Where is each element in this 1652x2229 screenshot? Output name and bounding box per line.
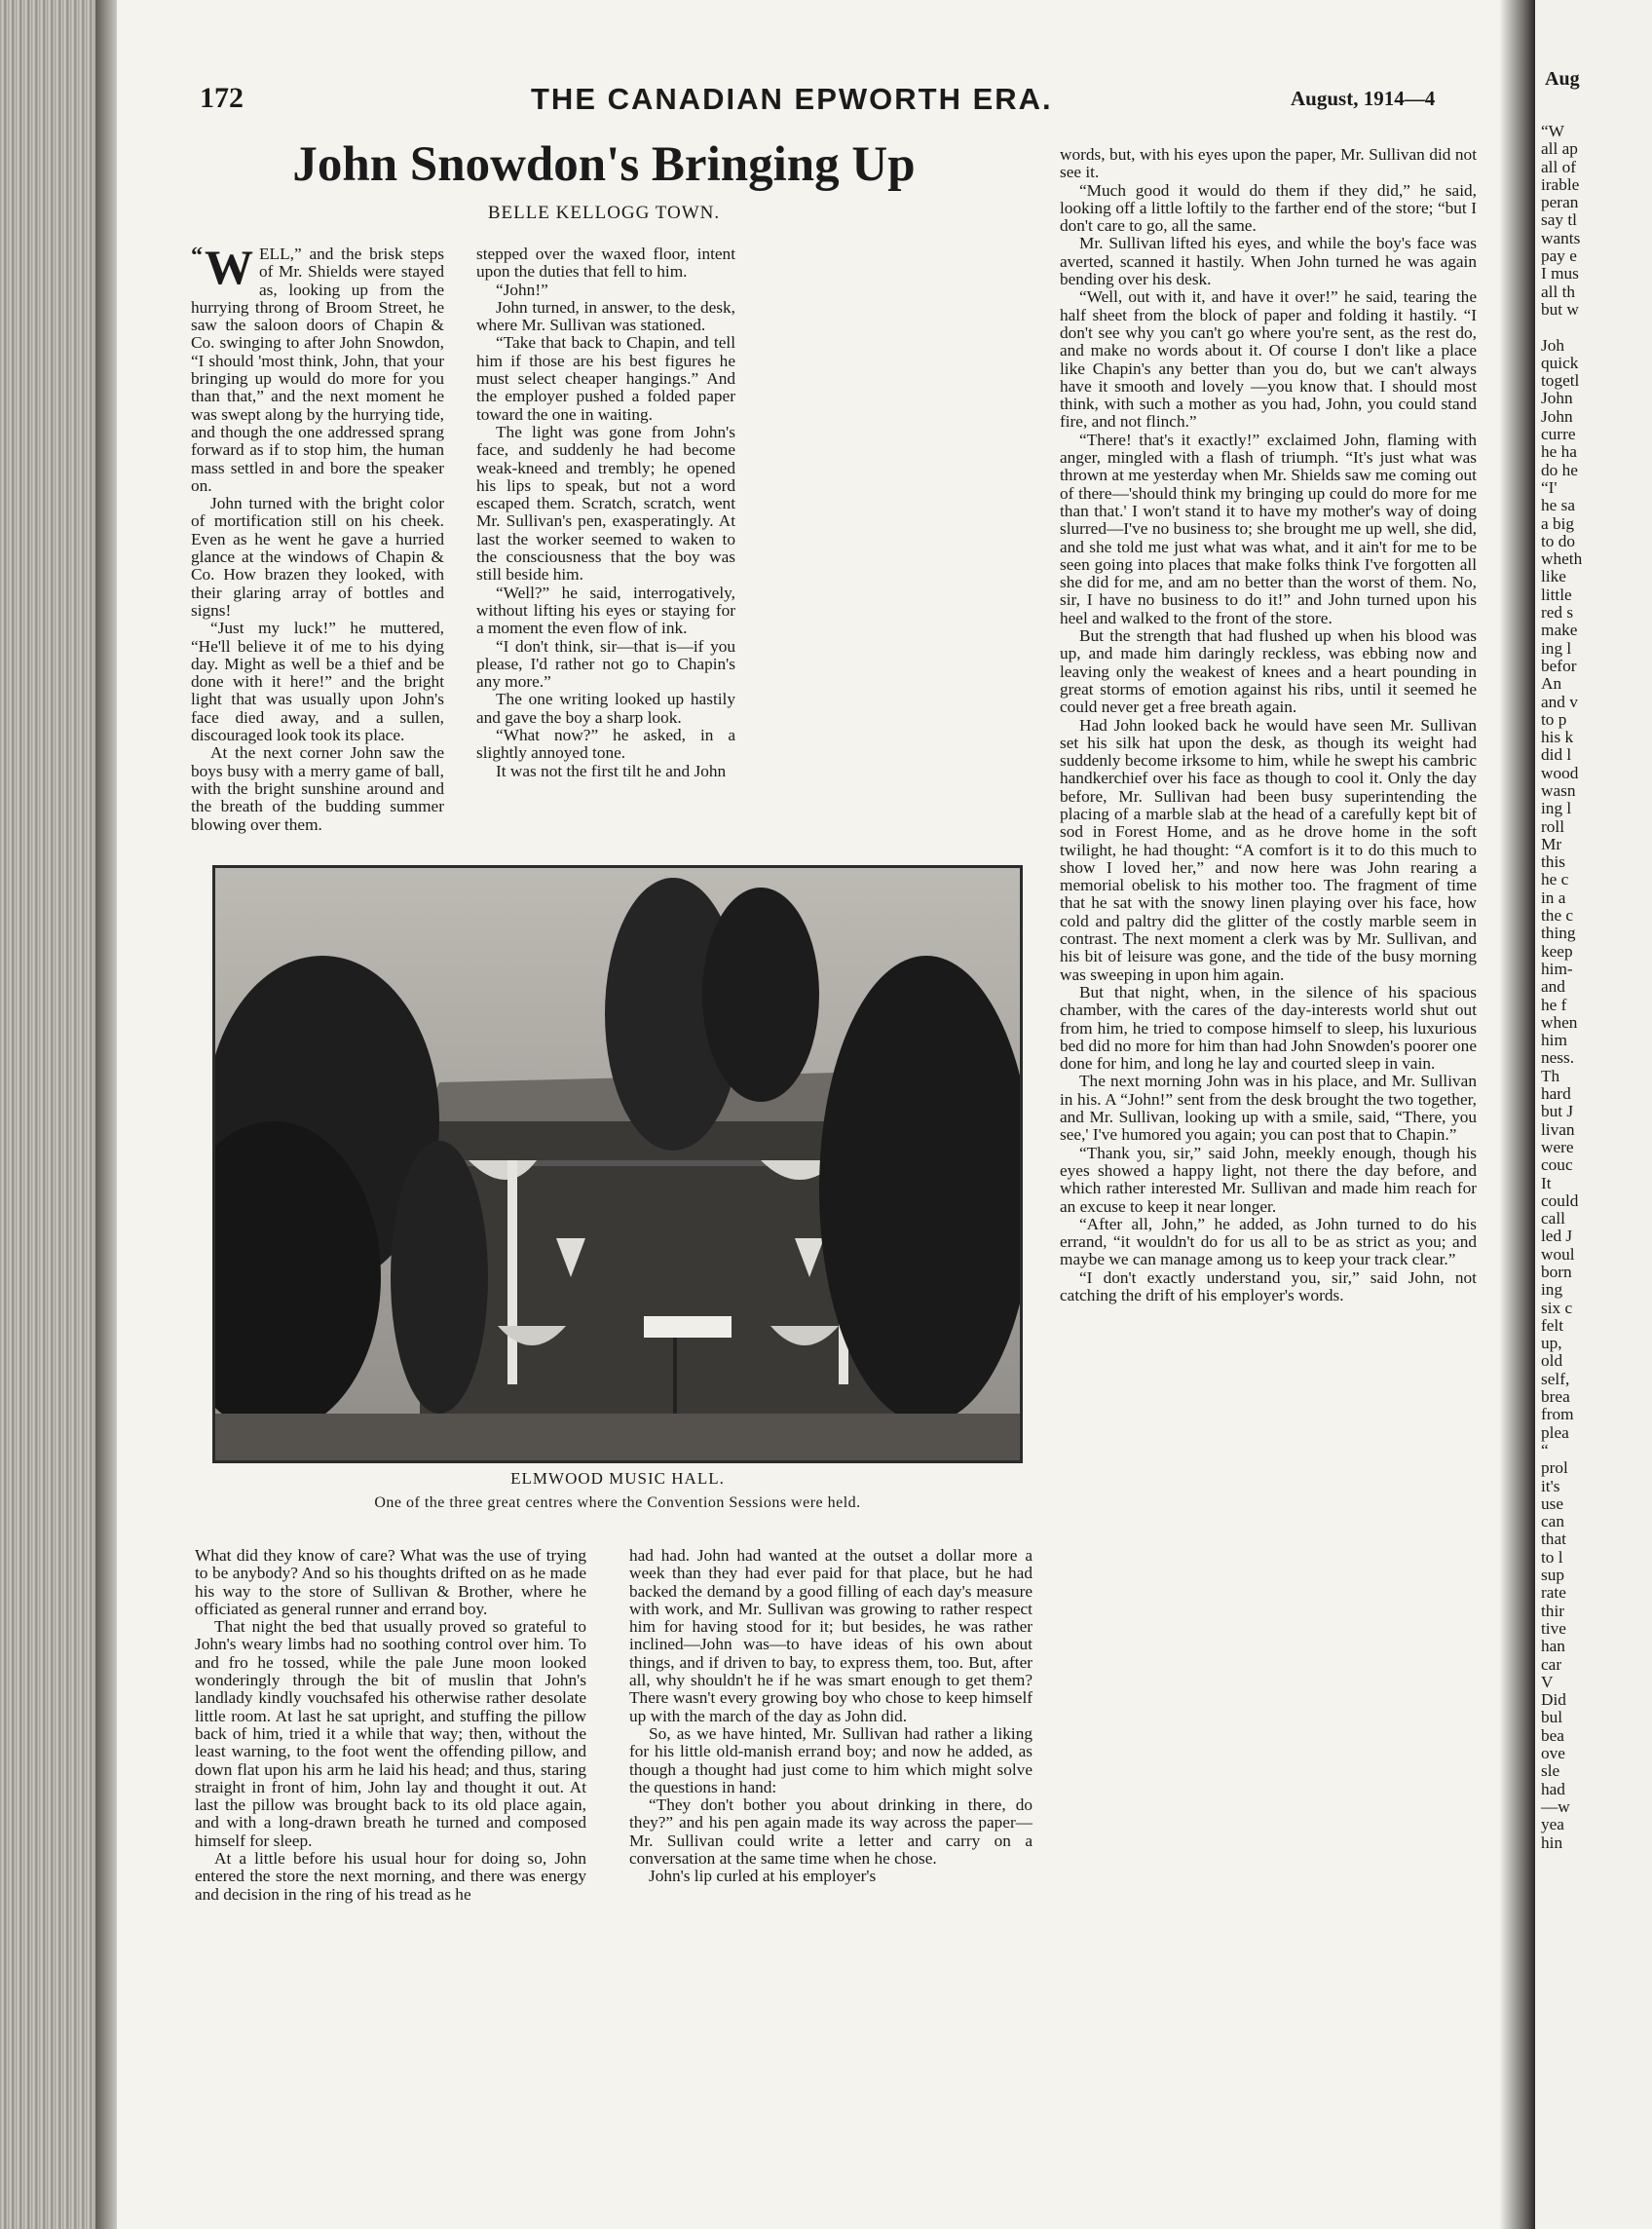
text-fragment: say tl [1541,210,1577,230]
issue-date: August, 1914—4 [1291,87,1436,110]
text-fragment: ove [1541,1744,1565,1763]
text-fragment: V [1541,1672,1554,1691]
text-fragment: wasn [1541,780,1576,800]
text-fragment: Joh [1541,335,1565,355]
text-fragment: quick [1541,353,1579,372]
paragraph: “Thank you, sir,” said John, meekly enough, though his eyes showed a happy light, not there the day before, and which rather interested Mr. Sullivan and made him reach for an excuse to keep it near longer. [1060,1143,1477,1216]
text-fragment: irable [1541,174,1580,194]
page-gutter [1500,0,1535,2229]
paragraph: words, but, with his eyes upon the paper, Mr. Sullivan did not see it. [1060,145,1477,182]
text-fragment: wants [1541,228,1581,247]
text-fragment: sle [1541,1761,1560,1781]
paragraph: “John!” [496,280,548,299]
text-fragment: that [1541,1530,1566,1549]
text-fragment: keep [1541,941,1573,961]
text-fragment: little [1541,585,1572,604]
text-fragment: “I' [1541,477,1558,497]
paragraph: The light was gone from John's face, and suddenly he had become weak-kneed and trembly; he opened his lips to speak, but not a word escaped them. Scratch, scratch, went Mr. Sullivan's pen, exasperatingly. At last the worker seemed to waken to the consciousness that the boy was still beside him. [476,422,735,585]
column-1-top [191,240,444,834]
text-fragment: but J [1541,1102,1574,1121]
text-fragment: roll [1541,816,1564,836]
text-fragment: Th [1541,1066,1560,1085]
paragraph: John turned with the bright color of mortification still on his cheek. Even as he went he gave a hurried glance at the windows of Chapin & Co. How brazen they looked, with their glaring array of bottles and signs! [191,494,444,620]
text-fragment: rate [1541,1583,1566,1603]
text-fragment: all ap [1541,139,1578,159]
paragraph: “What now?” he asked, in a slightly annoyed tone. [476,726,735,763]
text-fragment: he ha [1541,442,1577,462]
paragraph: But the strength that had flushed up when his blood was up, and made him daringly reckless, was ebbing now and leaving only the weakest of knees and a heart pounding in great storms of emotion against his ribs, until it seemed he could never get a free breath again. [1060,626,1477,717]
text-fragment: hin [1541,1832,1563,1852]
text-fragment: han [1541,1637,1565,1656]
paragraph: At a little before his usual hour for doing so, John entered the store the next morning, and there was energy and decision in the ring of his tread as he [195,1849,586,1904]
paragraph: John's lip curled at his employer's [649,1867,877,1886]
text-fragment: born [1541,1263,1572,1281]
paragraph: So, as we have hinted, Mr. Sullivan had rather a liking for his little old-manish errand boy; and now he added, as though a thought had just come to him which might solve the questions in hand: [629,1723,1032,1796]
text-fragment: and [1541,977,1565,997]
text-fragment: self, [1541,1369,1570,1388]
text-fragment: did l [1541,745,1572,765]
text-fragment: —w [1541,1796,1570,1816]
text-fragment: ing l [1541,799,1572,818]
paragraph: “Take that back to Chapin, and tell him if those are his best figures he must select cheaper hangings.” And the employer pushed a folded paper toward the one in waiting. [476,333,735,424]
paragraph: “I don't exactly understand you, sir,” said John, not catching the drift of his employer's words. [1060,1267,1477,1304]
paragraph: “Well?” he said, interrogatively, without lifting his eyes or staying for a moment the even flow of ink. [476,583,735,638]
text-fragment: but w [1541,299,1579,319]
text-fragment: he c [1541,870,1569,889]
text-fragment: in a [1541,888,1566,907]
text-fragment: felt [1541,1315,1564,1335]
text-fragment: his k [1541,728,1574,747]
text-fragment: up, [1541,1334,1562,1353]
text-fragment: livan [1541,1119,1575,1139]
text-fragment: yea [1541,1815,1564,1834]
text-fragment: make [1541,621,1578,640]
article-title: John Snowdon's Bringing Up [292,137,916,192]
text-fragment: when [1541,1012,1578,1032]
text-fragment: can [1541,1512,1564,1531]
text-fragment: peran [1541,193,1579,212]
text-fragment: curre [1541,425,1576,444]
paragraph: “I don't think, sir—that is—if you please, I'd rather not go to Chapin's any more.” [476,636,735,692]
text-fragment: wood [1541,763,1579,782]
text-fragment: befor [1541,656,1577,675]
next-page-text-fragments [1541,123,1652,1852]
text-fragment: like [1541,567,1566,586]
text-fragment: him- [1541,959,1573,978]
text-fragment: thir [1541,1601,1564,1620]
paragraph: ELL,” and the brisk steps of Mr. Shields were stayed as, looking up from the hurrying throng of Broom Street, he saw the saloon doors of Chapin & Co. swinging to after John Snowdon, “I should 'most think, John, that your bringing up would do more for you than that,” and the next moment he was swept along by the hurrying tide, and though the one addressed sprang forward as if to stop him, the human mass settled in and bore the speaker on. [191,245,444,495]
article-byline: BELLE KELLOGG TOWN. [487,203,721,223]
text-fragment: I mus [1541,264,1579,283]
text-fragment: Did [1541,1690,1566,1710]
magazine-title: THE CANADIAN EPWORTH ERA. [531,82,1053,116]
next-page-header-fragment: Aug [1545,68,1580,90]
paragraph: But that night, when, in the silence of his spacious chamber, with the cares of the day-interests world shut out from him, he tried to compose himself to sleep, his luxurious bed did no more for him than had John Snowden's poorer one done for him, and long he lay and courted sleep in vain. [1060,982,1477,1074]
paragraph: “Well, out with it, and have it over!” he said, tearing the half sheet from the block of paper and folding it hastily. “I don't see why you can't go where you're sent, as the rest do, and make no words about it. Of course I don't like a place like Chapin's any better than you do, but we can't always have it smooth and lovely —you know that. I should most think, with such a mother as you had, John, you could stand fire, and not flinch.” [1060,287,1477,432]
text-fragment: “ [1541,1440,1549,1459]
text-fragment: ness. [1541,1048,1575,1068]
column-2-top [476,246,735,780]
text-fragment: to do [1541,531,1576,550]
text-fragment: six c [1541,1298,1573,1317]
text-fragment: plea [1541,1422,1569,1442]
text-fragment: could [1541,1190,1579,1210]
text-fragment: it's [1541,1476,1560,1495]
text-fragment: old [1541,1351,1563,1371]
text-fragment: thing [1541,924,1576,943]
text-fragment: hard [1541,1084,1571,1104]
paragraph: The next morning John was in his place, and Mr. Sullivan in his. A “John!” sent from the desk brought the two together, and Mr. Sullivan, looking up with a smile, said, “There, you see,' I've humored you again; you can post that to Chapin.” [1060,1072,1477,1145]
text-fragment: were [1541,1137,1574,1156]
text-fragment: pay e [1541,246,1577,266]
paragraph: Had John looked back he would have seen Mr. Sullivan set his silk hat upon the desk, as though its weight had suddenly become irksome to him, while he swept his cambric handkerchief over his face as though to cool it. Only the day before, Mr. Sullivan had been busy superintending the placing of a marble slab at the head of a carefully kept bit of sod in Forest Home, and as he drove home in the soft twilight, he had thought: “A comfort is it to do this much to show I loved her,” and now here was John rearing a memorial obelisk to his mother too. The fragment of time that he sat with the snowy linen playing over his face, how cold and paltry did the glitter of the costly marble seem in contrast. The next moment a clerk was by Mr. Sullivan, and his bit of leisure was gone, and the tide of the busy morning was sweeping in upon him again. [1060,715,1477,984]
paragraph: That night the bed that usually proved so grateful to John's weary limbs had no soothing control over him. To and fro he tossed, while the pale June moon looked wonderingly through the bit of muslin that John's landlady kindly vouchsafed his otherwise rather desolate little room. At last he sat upright, and stuffing the pillow back of him, tried it a while that way; then, without the least warning, to the foot went the offending pillow, and down flat upon his arm he laid his head; and thus, staring straight in front of him, John lay and thought it out. At last the pillow was brought back to its old place again, and with a long-drawn breath he turned and composed himself for sleep. [195,1617,586,1850]
text-fragment: John [1541,389,1573,408]
paragraph: “Much good it would do them if they did,” he said, looking off a little loftily to the farther end of the store; “but I don't care to go, all the same. [1060,180,1477,236]
paragraph: stepped over the waxed floor, intent upon the duties that fell to him. [476,245,735,282]
text-fragment: all th [1541,282,1576,301]
paragraph: “Just my luck!” he muttered, “He'll believe it of me to his dying day. Might as well be a thief and be done with it here!” and the bright light that was usually upon John's face died away, and a sullen, discouraged look took its place. [191,619,444,745]
drop-cap-letter: W [205,240,253,294]
text-fragment: couc [1541,1155,1573,1175]
page-header [200,82,1466,121]
photo-image [215,868,1020,1460]
photo-caption-text: One of the three great centres where the Convention Sessions were held. [374,1494,861,1511]
text-fragment: It [1541,1173,1552,1192]
text-fragment: the c [1541,906,1574,926]
text-fragment: a big [1541,513,1575,533]
text-fragment: sup [1541,1566,1565,1585]
paragraph: John turned, in answer, to the desk, where Mr. Sullivan was stationed. [476,297,735,335]
text-fragment: this [1541,852,1565,872]
column-1-bottom [195,1547,586,1904]
paragraph: It was not the first tilt he and John [496,761,727,780]
adjacent-page-edge [1535,0,1652,2229]
text-fragment: togetl [1541,371,1580,391]
paragraph: Mr. Sullivan lifted his eyes, and while the boy's face was averted, scanned it hastily. When John turned he was again bending over his desk. [1060,234,1477,289]
text-fragment: he f [1541,995,1567,1014]
text-fragment: John [1541,406,1573,426]
column-3 [1060,146,1477,1304]
photo-caption-title: ELMWOOD MUSIC HALL. [510,1469,725,1488]
paragraph: had had. John had wanted at the outset a dollar more a week than they had ever paid for that place, but he had backed the demand by a good filling of each day's measure with work, and Mr. Sullivan was growing to rather respect him for having stood for it; but besides, he was rather inclined—John was—to have ideas of his own about things, and if driven to bay, to express them, too. But, after all, why shouldn't he if he was smart enough to get them? There wasn't every growing boy who chose to keep himself up with the march of the day as John did. [629,1546,1032,1725]
drop-cap-quote: “ [191,244,203,269]
text-fragment: wheth [1541,549,1583,569]
text-fragment: he sa [1541,496,1576,515]
text-fragment: from [1541,1405,1574,1424]
photo-elmwood-music-hall [212,865,1023,1463]
text-fragment: call [1541,1209,1565,1228]
text-fragment: to l [1541,1547,1563,1567]
paragraph: At the next corner John saw the boys busy with a merry game of ball, with the bright sunshine around and the breath of the budding summer blowing over them. [191,743,444,834]
page-number: 172 [200,82,244,114]
text-fragment: led J [1541,1227,1573,1246]
text-fragment: brea [1541,1387,1570,1407]
paragraph: “There! that's it exactly!” exclaimed John, flaming with anger, mingled with a flash of triumph. “It's just what was thrown at me yesterday when Mr. Shields saw me coming out of there—'should think my bringing up could do more for me than that.' I won't stand it to have my mother's way of doing slurred—I've no business to; she brought me up well, she did, and she told me just what was what, and it ain't for me to be seen going into places that make folks think I've forgotten all she did for me, and am no better than the worst of them. No, sir, I have no business to do it!” and John turned upon his heel and walked to the front of the store. [1060,430,1477,627]
paragraph: “After all, John,” he added, as John turned to do his errand, “it wouldn't do for us all to be as strict as you; and maybe we can manage among us to keep your track clear.” [1060,1214,1477,1269]
text-fragment: Mr [1541,834,1562,853]
text-fragment: car [1541,1654,1562,1674]
text-fragment: use [1541,1493,1564,1513]
text-fragment: to p [1541,709,1567,729]
text-fragment: bul [1541,1708,1563,1727]
text-fragment: do he [1541,460,1578,479]
text-fragment: and v [1541,692,1578,711]
text-fragment: woul [1541,1244,1575,1264]
paragraph: The one writing looked up hastily and gave the boy a sharp look. [476,690,735,727]
column-2-bottom [629,1547,1032,1886]
text-fragment: him [1541,1031,1567,1050]
text-fragment: had [1541,1779,1565,1798]
text-fragment: prol [1541,1458,1568,1478]
text-fragment: bea [1541,1725,1564,1745]
text-fragment: all of [1541,157,1576,176]
text-fragment: tive [1541,1618,1566,1638]
text-fragment: ing [1541,1280,1563,1300]
book-binding [0,0,117,2229]
paragraph: What did they know of care? What was the use of trying to be anybody? And so his thoughts drifted on as he made his way to the store of Sullivan & Brother, where he officiated as general runner and errand boy. [195,1546,586,1618]
text-fragment: An [1541,674,1562,694]
paragraph: “They don't bother you about drinking in there, do they?” and his pen again made its way across the paper—Mr. Sullivan could write a letter and carry on a conversation at the same time when he chose. [629,1795,1032,1869]
text-fragment [1541,319,1652,336]
text-fragment: “W [1541,122,1564,140]
text-fragment: red s [1541,603,1574,623]
text-fragment: ing l [1541,638,1572,658]
